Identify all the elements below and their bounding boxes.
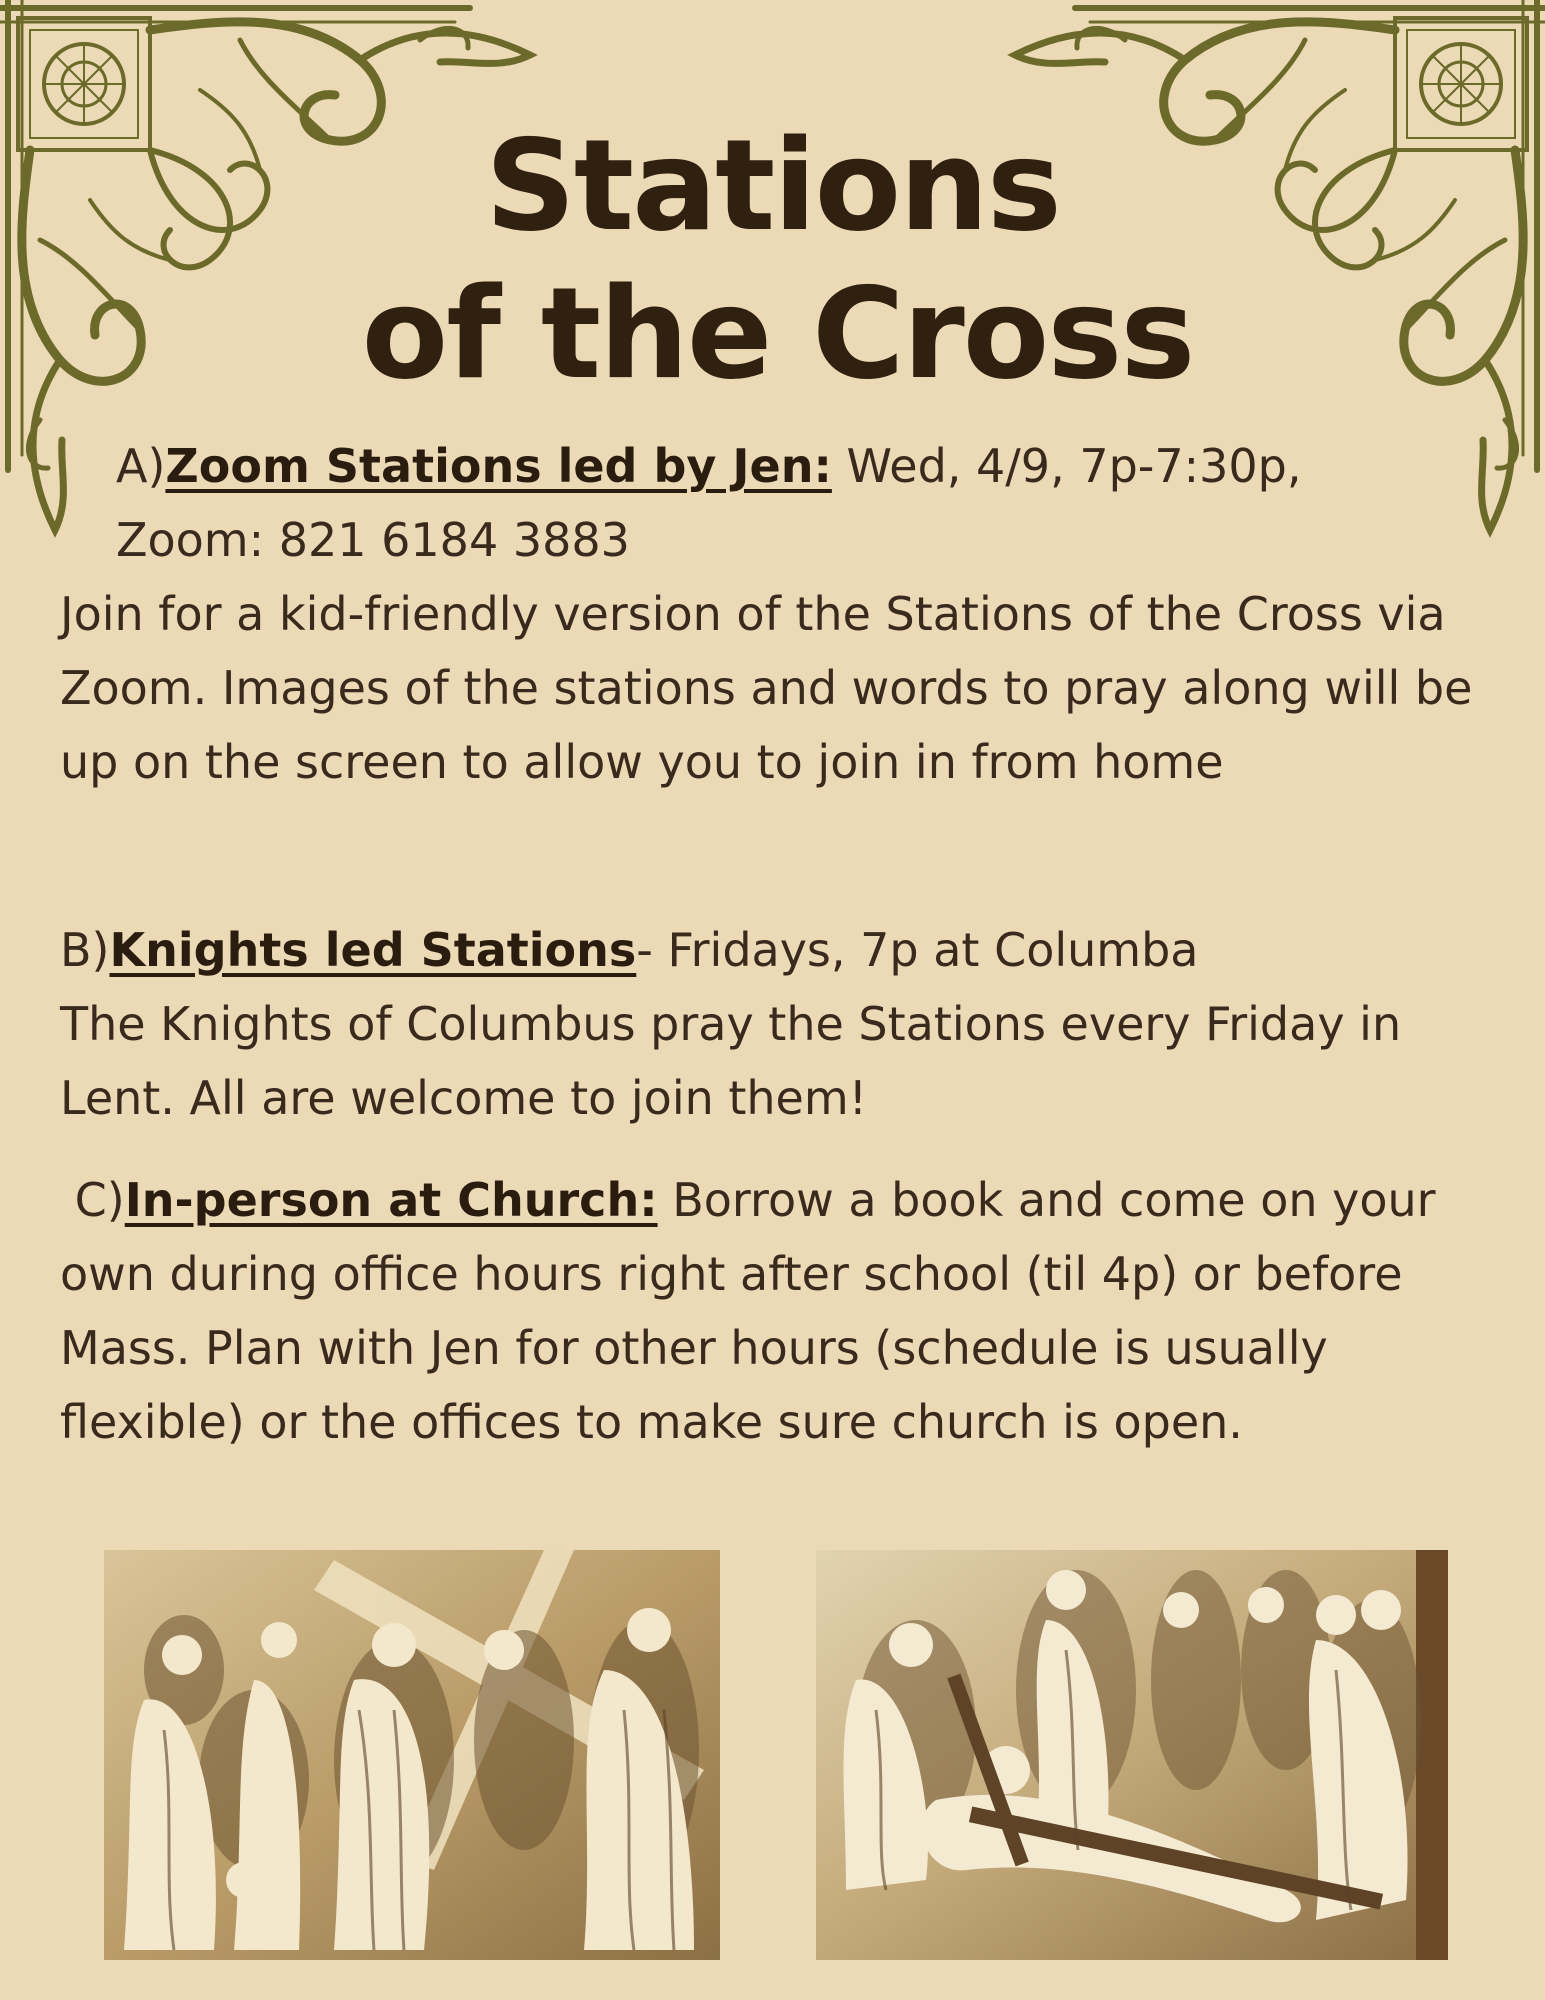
title-line-2: of the Cross xyxy=(361,260,1194,407)
section-b-description: The Knights of Columbus pray the Stations every Friday in Lent. All are welcome to join them! xyxy=(60,997,1402,1125)
stations-relief-image-1 xyxy=(104,1550,720,1960)
section-a-heading: Zoom Stations led by Jen: xyxy=(165,439,832,493)
section-b-details: - Fridays, 7p at Columba xyxy=(636,923,1199,977)
section-a-schedule xyxy=(116,429,1416,577)
section-c-heading: In-person at Church: xyxy=(124,1173,658,1227)
section-a-zoom-id: Zoom: 821 6184 3883 xyxy=(116,513,630,567)
section-a-description: Join for a kid-friendly version of the Stations of the Cross via Zoom. Images of the stations and words to pray along will be up on the screen to allow you to join in from home xyxy=(60,587,1473,789)
section-c xyxy=(60,1163,1490,1459)
section-a-details: Wed, 4/9, 7p-7:30p, xyxy=(831,439,1302,493)
section-c-marker: C) xyxy=(60,1173,125,1227)
section-a-marker: A) xyxy=(116,439,166,493)
page-title xyxy=(0,112,1545,408)
title-line-1: Stations xyxy=(485,112,1060,259)
stations-relief-image-2 xyxy=(816,1550,1448,1960)
section-c-details: Borrow a book and come on your own during office hours right after school (til 4p) or before Mass. Plan with Jen for other hours (schedule is usually flexible) or the offices to make sure church is open. xyxy=(60,1173,1436,1449)
section-b xyxy=(60,913,1490,1135)
section-b-marker: B) xyxy=(60,923,110,977)
section-b-heading: Knights led Stations xyxy=(109,923,637,977)
